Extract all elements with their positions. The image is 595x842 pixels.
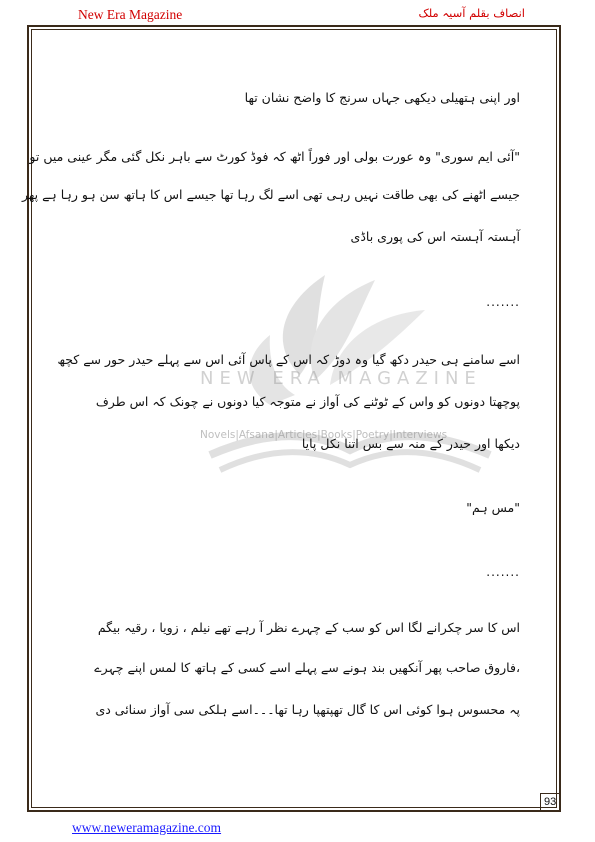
magazine-name: New Era Magazine xyxy=(78,7,183,22)
website-link[interactable]: www.neweramagazine.com xyxy=(72,820,222,835)
text-line: "مس ہم" xyxy=(466,500,520,515)
text-line: اسے سامنے ہی حیدر دکھ گیا وہ دوڑ کہ اس کے پاس آئی اس سے پہلے حیدر حور سے کچھ xyxy=(57,352,520,367)
text-line: دیکھا اور حیدر کے منہ سے بس اتنا نکل پایا xyxy=(301,436,520,451)
text-line: پوچھتا دونوں کو واس کے ٹوٹنے کی آواز نے متوجہ کیا دونوں نے چونک کہ اس طرف xyxy=(95,394,520,409)
text-line: اس کا سر چکرانے لگا اس کو سب کے چہرے نظر آ رہے تھے نیلم ، زویا ، رقیہ بیگم xyxy=(97,620,520,635)
text-line: اور اپنی ہتھیلی دیکھی جہاں سرنج کا واضح نشان تھا xyxy=(244,90,520,105)
section-separator: ....... xyxy=(486,565,520,579)
page-number: 93 xyxy=(544,796,557,808)
text-line: "آئی ایم سوری" وہ عورت بولی اور فوراً اٹھ کہ فوڈ کورٹ سے باہر نکل گئی مگر عینی میں تو xyxy=(29,149,520,164)
section-separator: ....... xyxy=(486,295,520,309)
text-line: آہستہ آہستہ اس کی پوری باڈی xyxy=(350,229,520,244)
story-title: انصاف بقلم آسیہ ملک xyxy=(418,6,525,20)
watermark-brand: NEW ERA MAGAZINE xyxy=(200,368,482,389)
text-line: جیسے اٹھنے کی بھی طاقت نہیں رہی تھی اسے لگ رہا تھا جیسے اس کا ہاتھ سن ہو رہا ہے پھر xyxy=(21,187,520,202)
watermark-tagline: Novels|Afsana|Articles|Books|Poetry|Interviews xyxy=(200,429,448,441)
text-line: ،فاروق صاحب پھر آنکھیں بند ہونے سے پہلے اسے کسی کے ہاتھ کا لمس اپنے چہرے xyxy=(94,660,520,675)
text-line: پہ محسوس ہوا کوئی اس کا گال تھپتھپا رہا تھا۔۔۔اسے ہلکی سی آواز سنائی دی xyxy=(95,702,520,717)
